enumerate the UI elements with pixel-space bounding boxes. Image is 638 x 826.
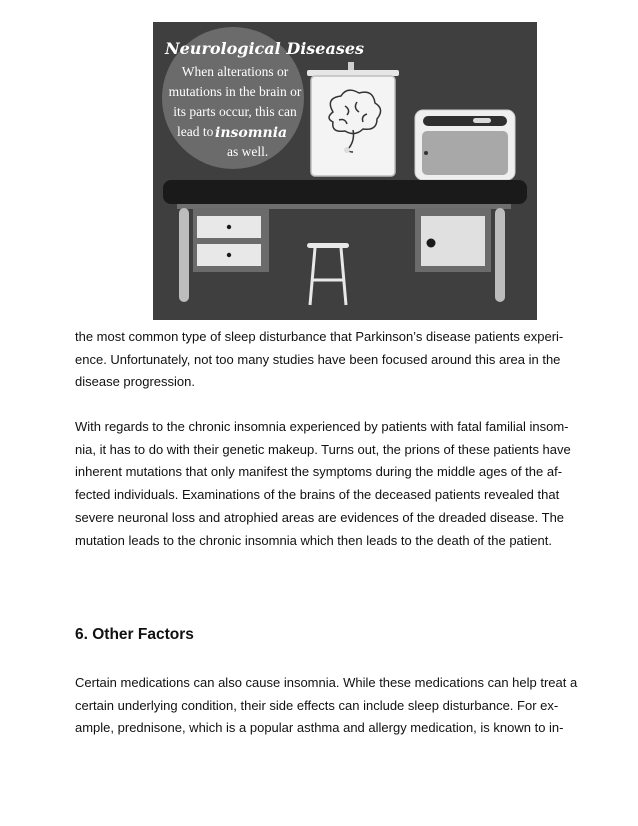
brain-jar-icon: [307, 62, 399, 176]
caption-lead: lead to: [177, 124, 214, 139]
appliance-icon: [415, 110, 515, 180]
illustration-title: Neurological Diseases: [165, 39, 365, 58]
caption-line-3: its parts occur, this can: [173, 104, 297, 119]
illustration-svg: [153, 22, 537, 320]
text-line: the most common type of sleep disturbance that Parkinson’s disease patients experi-: [75, 329, 564, 344]
text-line: certain underlying condition, their side effects can include sleep disturbance. For ex-: [75, 697, 559, 713]
caption-tail: as well.: [227, 144, 269, 159]
neurological-diseases-illustration: [153, 22, 537, 320]
text-line: severe neuronal loss and atrophied areas are evidences of the dreaded disease. The: [75, 509, 565, 525]
paragraph-fatal-familial-insomnia: [75, 416, 575, 552]
caption-line-1: When alterations or: [181, 64, 289, 79]
paragraph-parkinsons: [75, 326, 575, 394]
caption-line-2: mutations in the brain or: [168, 84, 302, 99]
stool-icon: [307, 243, 349, 305]
caption-emphasis: insomnia: [215, 125, 288, 141]
section-heading: 6. Other Factors: [75, 626, 194, 643]
text-line: inherent mutations that only manifest the symptoms during the middle ages of the af-: [75, 464, 563, 480]
text-line: ence. Unfortunately, not too many studies have been focused around this area in the: [75, 351, 561, 367]
text-line: nia, it has to do with their genetic makeup. Turns out, the prions of these patients have: [75, 441, 571, 457]
text-line: With regards to the chronic insomnia experienced by patients with fatal familial insom-: [75, 419, 569, 434]
text-line: disease progression.: [75, 374, 195, 390]
text-line: ample, prednisone, which is a popular asthma and allergy medication, is known to in-: [75, 720, 564, 736]
paragraph-medications: [75, 672, 578, 740]
text-line: fected individuals. Examinations of the brains of the deceased patients revealed that: [75, 487, 560, 503]
text-line: Certain medications can also cause insomnia. While these medications can help treat a: [75, 675, 578, 690]
text-line: mutation leads to the chronic insomnia which then leads to the death of the patient.: [75, 532, 552, 548]
